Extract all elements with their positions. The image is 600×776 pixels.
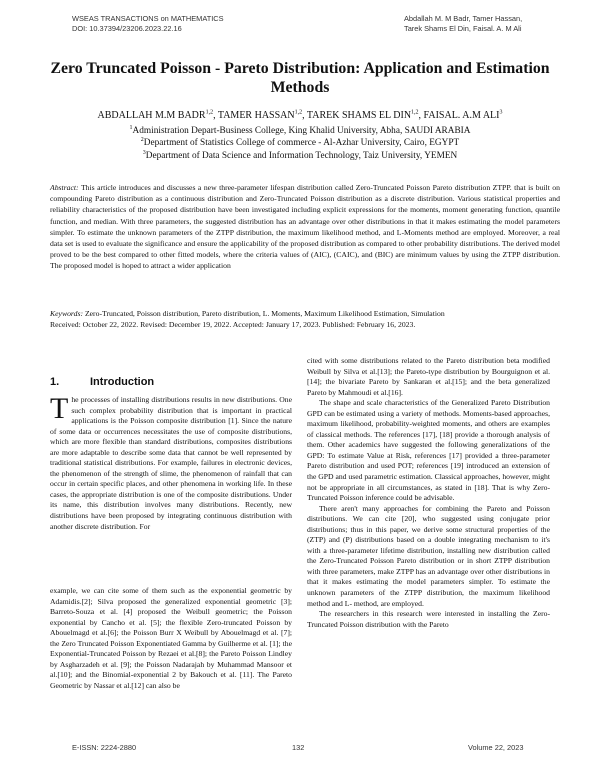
drop-cap: T bbox=[50, 392, 69, 425]
doi: DOI: 10.37394/23206.2023.22.16 bbox=[72, 24, 182, 33]
journal-name: WSEAS TRANSACTIONS on MATHEMATICS bbox=[72, 14, 224, 23]
abstract-label: Abstract: bbox=[50, 183, 79, 192]
footer-page-number: 132 bbox=[292, 743, 305, 752]
title-line-1: Zero Truncated Poisson - Pareto Distribution: Application and Estimation bbox=[50, 60, 550, 77]
title-line-2: Methods bbox=[270, 79, 330, 96]
paper-title bbox=[40, 59, 560, 97]
keywords-block bbox=[50, 309, 560, 331]
intro-paragraph-1-text: he processes of installing distributions results in new distributions. One such complex probability distribution that is important in practical applications is the Poisson composite distribution [1]. Since the nature of some data or occurrences necessitates the use of composite distributions, which are more flexible than standard distributions, composites distributions are more adaptable to describe some data that cannot be well represented by traditional statistical distributions. For example, failures in electronic devices, the phenomenon of the strength of slime, the phenomenon of rainfall that can occur in certain specific places, and other phenomena in working life. In these cases, the appropriate distribution is one of the composite distributions. Under its name, this distribution involves many distributions. Recently, new distributions have been proposed by integrating continuous distribution with another discrete distribution. For bbox=[50, 395, 292, 531]
author-2-sup: 1,2 bbox=[294, 109, 303, 116]
received-dates: Received: October 22, 2022. Revised: December 19, 2022. Accepted: January 17, 2023. Published: February 16, 2023. bbox=[50, 319, 416, 329]
author-4-sup: 3 bbox=[499, 109, 503, 116]
abstract bbox=[50, 182, 560, 272]
right-column bbox=[307, 356, 550, 630]
right-paragraph-4: The researchers in this research were interested in installing the Zero-Truncated Poisson distribution with the Pareto bbox=[307, 609, 550, 629]
header-authors-1: Abdallah M. M Badr, Tamer Hassan, bbox=[404, 14, 523, 23]
affiliation-1-text: Administration Depart-Business College, King Khalid University, Abha, SAUDI ARABIA bbox=[132, 126, 471, 136]
right-paragraph-3: There aren't many approaches for combining the Pareto and Poisson distributions. We can cite [20], who suggested using conjugate prior distributions; thus in this paper, we derive some structural properties of the (ZTP) and (P) distributions based on a double integrating mechanism to it's with a three-parameter lifetime distribution, installing new distribution called the Zero-Truncated Poisson Pareto distribution or in short ZTPP distribution with three parameters, make ZTPP has an advantage over other distributions in that it makes estimating the model parameters simpler. To estimate the unknown parameters of the ZTPP distribution, the maximum likelihood method and L- method, are employed. bbox=[307, 503, 550, 608]
keywords bbox=[50, 309, 560, 320]
left-column-top bbox=[50, 375, 292, 532]
author-list bbox=[40, 110, 560, 122]
author-3-sup: 1,2 bbox=[411, 109, 419, 116]
author-1: ABDALLAH M.M BADR bbox=[97, 110, 206, 121]
header-authors-2: Tarek Shams El Din, Faisal. A. M Ali bbox=[404, 24, 522, 33]
keywords-text: Zero-Truncated, Poisson distribution, Pareto distribution, L. Moments, Maximum Likelihood Estimation, Simulation bbox=[83, 309, 445, 318]
affiliation-2-sup: 2 bbox=[140, 137, 144, 144]
intro-paragraph-1 bbox=[50, 392, 292, 532]
affiliation-1-sup: 1 bbox=[129, 124, 133, 131]
author-1-sup: 1,2 bbox=[205, 109, 214, 116]
right-paragraph-2: The shape and scale characteristics of the Generalized Pareto Distribution GPD can be estimated using a variety of methods. Moments-based approaches, maximum likelihood, probability-weighted moments, and others are examples of classical methods. The references [17], [18] provide a thorough analysis of them. Other academics have suggested the following generalizations of the GPD: To estimate Value at Risk, references [17] provided a three-parameter Pareto distribution and used POT; references [19] introduced an extension of the GPD and used parametric estimation. Classical approaches, however, might not be appropriate in all circumstances, as stated in [18]. That is why Zero-Truncated Poisson inference could be advisable. bbox=[307, 398, 550, 503]
section-heading bbox=[50, 375, 292, 389]
left-column-bottom bbox=[50, 586, 292, 691]
right-paragraph-1: cited with some distributions related to the Pareto distribution beta modified Weibull by Silva et al.[13]; the Pareto-type distribution by Bourguignon et al.[14]; the bivariate Pareto by Sankaran et al.[15]; and the beta generalized Pareto by Mahmoudi et al.[16]. bbox=[307, 356, 550, 397]
affiliation-2 bbox=[40, 137, 560, 149]
affiliation-1 bbox=[40, 125, 560, 137]
author-4: , FAISAL. A.M ALI bbox=[418, 110, 500, 121]
running-header-left bbox=[72, 14, 224, 34]
section-title: Introduction bbox=[90, 376, 155, 388]
affiliation-3-sup: 3 bbox=[142, 149, 146, 156]
abstract-text: This article introduces and discusses a new three-parameter lifespan distribution called Zero-Truncated Poisson Pareto distribution ZTPP. that is built on compounding Pareto distribution as a continuous distribution and Zero-Truncated Poisson distribution as a discrete distribution. Various statistical properties and reliability characteristics of the proposed distribution have been investigated including explicit expressions for the moments, moment generating function, quantile function, and median. With three parameters, the suggested distribution has an advantage over other distributions in that it makes estimating the model parameters simpler. To estimate the unknown parameters of the ZTPP distribution, the maximum likelihood method, and L-Moments method are employed. Moreover, a real data set is used to evaluate the significance and ensure the applicability of the proposed distribution as compared to other probability distributions. The derived model proved to be the best compared to other fitted models, where the criteria values of (AIC), (CAIC), and (BIC) are minimum values by using the ZTPP distribution. The proposed model is hoped to attract a wider application bbox=[50, 183, 560, 271]
affiliation-3-text: Department of Data Science and Information Technology, Taiz University, YEMEN bbox=[145, 150, 458, 161]
intro-paragraph-1-cont: example, we can cite some of them such as the exponential geometric by Adamidis.[2]; Silva proposed the generalized exponential geometric [3]; Barreto-Souza et al. [4] proposed the Weibull geometric; the Poisson exponential by Cancho et al. [5]; the flexible Zero-truncated Poisson by Abouelmagd et al.[6]; the Poisson Burr X Weibull by Abouelmagd et al. [7]; the Zero Truncated Poisson Exponentiated Gamma by Guilherme et al. [1]; the Exponential-Truncated Poisson by Rezaei et al.[8]; the Pareto Poisson Lindley by Asgharzadeh et al. [9]; the Poisson Nadarajah by Muhammad Mansoor et al.[10]; and the Binomial-exponential 2 by Bakouch et al. [11]. The Pareto Geometric by Nassar et al.[12] can also be bbox=[50, 586, 292, 690]
author-2: , TAMER HASSAN bbox=[213, 110, 295, 121]
keywords-label: Keywords: bbox=[50, 309, 84, 318]
running-header-right bbox=[404, 14, 522, 34]
affiliation-2-text: Department of Statistics College of commerce - Al-Azhar University, Cairo, EGYPT bbox=[143, 138, 460, 149]
affiliation-3 bbox=[40, 150, 560, 162]
footer-issn: E-ISSN: 2224-2880 bbox=[72, 743, 137, 752]
affiliations bbox=[40, 125, 560, 162]
author-3: , TAREK SHAMS EL DIN bbox=[302, 110, 412, 121]
footer-volume: Volume 22, 2023 bbox=[468, 743, 524, 752]
section-number: 1. bbox=[50, 376, 60, 388]
